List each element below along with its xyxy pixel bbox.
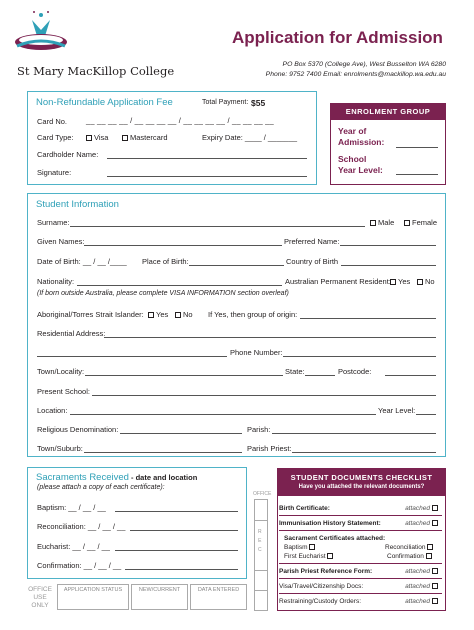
atsi-no-checkbox[interactable] [175, 312, 181, 318]
apr-yes-checkbox[interactable] [390, 279, 396, 285]
location-field[interactable] [70, 414, 376, 415]
total-payment-label: Total Payment: [202, 99, 249, 106]
town-label: Town/Locality: [37, 367, 85, 376]
atsi-group-label: If Yes, then group of origin: [208, 310, 298, 319]
card-type-label: Card Type: [37, 133, 74, 142]
nationality-label: Nationality: [37, 277, 75, 286]
confirmation-cert-checkbox[interactable] [426, 553, 432, 559]
male-label: Male [378, 218, 395, 227]
year-level-field[interactable] [416, 414, 436, 415]
reconciliation-location-field[interactable] [130, 530, 238, 531]
atsi-no-option[interactable] [175, 310, 193, 319]
surname-field[interactable] [70, 226, 365, 227]
apr-yes-label: Yes [398, 277, 411, 286]
phone-label: Phone Number: [230, 348, 283, 357]
denomination-label: Religious Denomination: [37, 425, 119, 434]
school-year-label [338, 154, 383, 176]
atsi-group-field[interactable] [300, 318, 436, 319]
checklist-divider-3 [279, 563, 442, 564]
apr-no-label: No [425, 277, 435, 286]
present-school-field[interactable] [92, 395, 436, 396]
office-use-label [27, 586, 53, 610]
eucharist-field[interactable]: Eucharist: __ / __ / __ [37, 542, 110, 551]
confirmation-cert-row[interactable] [387, 553, 434, 560]
school-text: School [338, 154, 367, 164]
office-cell-application-status[interactable]: APPLICATION STATUS [57, 584, 129, 610]
location-label: Location: [37, 406, 68, 415]
office-cell-new-current[interactable]: NEW/CURRENT [131, 584, 188, 610]
atsi-yes-label: Yes [156, 310, 169, 319]
postcode-label: Postcode: [338, 367, 372, 376]
form-title: Application for Admission [232, 28, 443, 47]
expiry-field[interactable]: Expiry Date: ____ / _______ [202, 133, 298, 142]
suburb-field[interactable] [84, 452, 242, 453]
year-of-text: Year of [338, 126, 367, 136]
birth-attached-label: attached [405, 505, 430, 512]
parish-priest-label: Parish Priest: [247, 444, 292, 453]
mastercard-checkbox[interactable] [122, 135, 128, 141]
atsi-no-label: No [183, 310, 193, 319]
checklist-divider-5 [279, 593, 442, 594]
sacraments-title [36, 472, 197, 483]
apr-label: Australian Permanent Resident: [285, 277, 391, 286]
state-label: State: [285, 367, 305, 376]
rec-letters [258, 528, 262, 555]
eucharist-cert-row[interactable] [284, 553, 335, 560]
atsi-label: Aboriginal/Torres Strait Islander: [37, 310, 144, 319]
checklist-divider-1 [279, 515, 442, 516]
nationality-field[interactable] [77, 285, 282, 286]
office-use-line-3: ONLY [31, 602, 49, 609]
signature-field[interactable] [107, 176, 307, 177]
rec-row-2 [254, 570, 268, 571]
enrolment-title: ENROLMENT GROUP [330, 103, 446, 120]
atsi-yes-checkbox[interactable] [148, 312, 154, 318]
mastercard-label: Mastercard [130, 133, 168, 142]
checklist-header [277, 468, 446, 496]
year-admission-label [338, 126, 384, 148]
checklist-divider-4 [279, 578, 442, 579]
cardholder-field[interactable] [107, 158, 307, 159]
office-cell-data-entered[interactable]: DATA ENTERED [190, 584, 247, 610]
immunisation-label: Immunisation History Statement: [279, 520, 381, 527]
student-title: Student Information [36, 199, 119, 210]
visa-option[interactable] [86, 133, 108, 142]
visa-checkbox[interactable] [86, 135, 92, 141]
checklist-subtitle: Have you attached the relevant documents? [298, 484, 425, 490]
baptism-location-field[interactable] [115, 511, 238, 512]
custody-attached-label: attached [405, 598, 430, 605]
parish-field[interactable] [272, 433, 436, 434]
male-option[interactable] [370, 218, 394, 227]
surname-label: Surname: [37, 218, 70, 227]
postcode-field[interactable] [385, 375, 436, 376]
signature-label: Signature: [37, 168, 72, 177]
baptism-cert-row[interactable] [284, 544, 317, 551]
reconciliation-cert-checkbox[interactable] [427, 544, 433, 550]
atsi-yes-option[interactable] [148, 310, 168, 319]
female-option[interactable] [404, 218, 437, 227]
rec-row-1 [254, 520, 268, 521]
confirmation-cert-label: Confirmation [387, 553, 424, 560]
reconciliation-field[interactable]: Reconciliation: __ / __ / __ [37, 522, 126, 531]
female-checkbox[interactable] [404, 220, 410, 226]
apr-yes-option[interactable] [390, 277, 410, 286]
apr-no-option[interactable] [417, 277, 435, 286]
custody-orders-label: Restraining/Custody Orders: [279, 598, 362, 605]
present-school-label: Present School: [37, 387, 90, 396]
year-admission-field[interactable] [396, 147, 438, 148]
confirmation-field[interactable]: Confirmation: __ / __ / __ [37, 561, 122, 570]
year-level-label: Year Level: [378, 406, 416, 415]
apr-no-checkbox[interactable] [417, 279, 423, 285]
payment-title: Non-Refundable Application Fee [36, 97, 173, 108]
rec-letter-r: R [258, 529, 262, 535]
birth-certificate-label: Birth Certificate: [279, 505, 330, 512]
eucharist-cert-checkbox[interactable] [327, 553, 333, 559]
given-names-field[interactable] [84, 245, 282, 246]
visa-docs-row[interactable] [279, 583, 442, 590]
visa-note: (If born outside Australia, please complete VISA INFORMATION section overleaf) [37, 290, 289, 297]
visa-docs-attached-label: attached [405, 583, 430, 590]
reconciliation-cert-row[interactable] [385, 544, 435, 551]
sacraments-title-text: Sacraments Received [36, 472, 129, 483]
rec-letter-c: C [258, 547, 262, 553]
visa-docs-checkbox[interactable] [432, 583, 438, 589]
eucharist-cert-label: First Eucharist [284, 553, 326, 560]
denomination-field[interactable] [120, 433, 242, 434]
sacrament-certs-heading: Sacrament Certificates attached: [284, 535, 386, 542]
baptism-field[interactable]: Baptism: __ / __ / __ [37, 503, 106, 512]
immunisation-checkbox[interactable] [432, 520, 438, 526]
reconciliation-cert-label: Reconciliation [385, 544, 426, 551]
total-payment-value: $55 [251, 98, 266, 108]
dob-field[interactable]: Date of Birth: __ / __ /____ [37, 257, 127, 266]
priest-reference-checkbox[interactable] [432, 568, 438, 574]
state-field[interactable] [305, 375, 335, 376]
parish-priest-field[interactable] [292, 452, 436, 453]
priest-reference-row[interactable] [279, 568, 442, 575]
checklist-divider-2 [279, 530, 442, 531]
immunisation-attached-label: attached [405, 520, 430, 527]
school-year-field[interactable] [396, 174, 438, 175]
male-checkbox[interactable] [370, 220, 376, 226]
admission-text: Admission: [338, 137, 385, 147]
year-level-text: Year Level: [338, 165, 383, 175]
eucharist-location-field[interactable] [115, 550, 238, 551]
custody-orders-row[interactable] [279, 598, 442, 605]
birth-checkbox[interactable] [432, 505, 438, 511]
college-address: PO Box 5370 (College Ave), West Busselton WA 6280 [282, 61, 446, 68]
pob-label: Place of Birth: [142, 257, 189, 266]
rec-column [254, 499, 268, 611]
mastercard-option[interactable] [122, 133, 168, 142]
cardholder-label: Cardholder Name: [37, 150, 99, 159]
female-label: Female [412, 218, 438, 227]
custody-orders-checkbox[interactable] [432, 598, 438, 604]
rec-letter-e: E [258, 538, 262, 544]
baptism-cert-checkbox[interactable] [309, 544, 315, 550]
college-name: St Mary MacKillop College [17, 64, 175, 78]
rec-row-3 [254, 590, 268, 591]
priest-reference-label: Parish Priest Reference Form: [279, 568, 373, 575]
visa-docs-label: Visa/Travel/Citizenship Docs: [279, 583, 364, 590]
residential-address-field-1[interactable] [104, 337, 436, 338]
office-use-line-1: OFFICE [28, 586, 52, 593]
phone-field[interactable] [283, 356, 436, 357]
sacraments-note: (please attach a copy of each certificate): [37, 484, 165, 491]
sacraments-title-suffix: - date and location [128, 473, 198, 482]
cob-label: Country of Birth [286, 257, 339, 266]
given-names-label: Given Names: [37, 237, 85, 246]
town-field[interactable] [85, 375, 283, 376]
student-panel [27, 193, 446, 457]
visa-label: Visa [94, 133, 109, 142]
preferred-name-field[interactable] [340, 245, 436, 246]
suburb-label: Town/Suburb: [37, 444, 83, 453]
card-no-label: Card No. [37, 117, 68, 126]
parish-label: Parish: [247, 425, 271, 434]
college-contact: Phone: 9752 7400 Email: enrolments@mackillop.wa.edu.au [265, 71, 446, 78]
college-logo [12, 6, 70, 58]
cob-field[interactable] [341, 265, 436, 266]
confirmation-location-field[interactable] [125, 569, 238, 570]
residential-address-field-2[interactable] [37, 356, 227, 357]
pob-field[interactable] [189, 265, 284, 266]
office-small-label: OFFICE [253, 491, 272, 497]
baptism-cert-label: Baptism [284, 544, 308, 551]
immunisation-row[interactable] [279, 520, 442, 527]
birth-certificate-row[interactable] [279, 505, 442, 512]
preferred-name-label: Preferred Name: [284, 237, 340, 246]
residential-address-label: Residential Address: [37, 329, 106, 338]
card-no-field[interactable]: __ __ __ __ / __ __ __ __ / __ __ __ __ / __ __ __ __ [86, 116, 274, 125]
checklist-title: STUDENT DOCUMENTS CHECKLIST [290, 473, 433, 482]
office-use-line-2: USE [33, 594, 47, 601]
priest-attached-label: attached [405, 568, 430, 575]
